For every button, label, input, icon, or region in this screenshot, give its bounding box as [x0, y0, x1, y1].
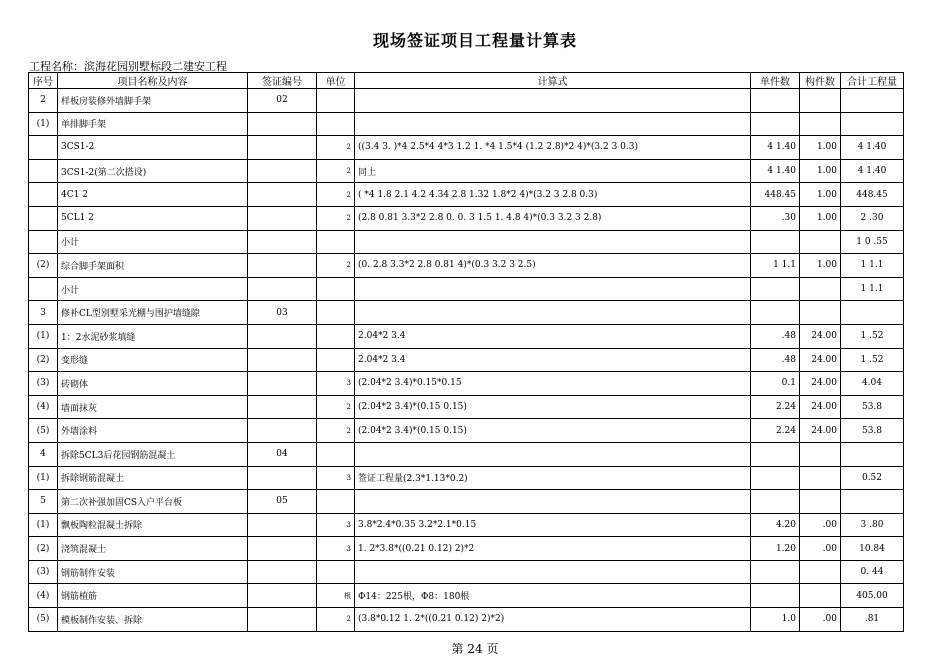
page-title: 现场签证项目工程量计算表: [372, 31, 577, 50]
cell-item: 小计: [58, 277, 248, 301]
cell-item: 1：2水泥砂浆填缝: [58, 324, 248, 348]
cell-item: 3CS1-2(第二次搭设): [58, 159, 248, 183]
cell-item: 钢筋制作安装: [58, 560, 248, 584]
cell-item: 第二次补强加固CS入户平台板: [58, 490, 248, 514]
cell-formula: (2.8 0.81 3.3*2 2.8 0. 0. 3 1.5 1. 4.8 4)*(0.3 3.2 3 2.8): [355, 206, 751, 230]
cell-formula: [355, 301, 751, 325]
cell-cert: [248, 277, 317, 301]
table-row: [29, 159, 904, 183]
header-unit: 单位: [317, 73, 355, 89]
cell-item: 浇筑混凝土: [58, 537, 248, 561]
header-formula: 计算式: [355, 73, 751, 89]
cell-no: (4): [29, 584, 58, 608]
cell-total: 1 .52: [841, 324, 904, 348]
cell-no: 5: [29, 490, 58, 514]
cell-unit: [317, 112, 355, 136]
cell-count: [800, 277, 841, 301]
cell-single: 448.45: [751, 183, 800, 207]
cell-no: [29, 159, 58, 183]
cell-single: 4.20: [751, 513, 800, 537]
cell-formula: [355, 490, 751, 514]
cell-no: 3: [29, 301, 58, 325]
cell-unit: [317, 324, 355, 348]
cell-formula: 同上: [355, 159, 751, 183]
cell-item: 飘板陶粒混凝土拆除: [58, 513, 248, 537]
cell-item: 综合脚手架面积: [58, 254, 248, 278]
cell-formula: [355, 230, 751, 254]
cell-total: 3 .80: [841, 513, 904, 537]
cell-cert: [248, 608, 317, 632]
cell-unit: 3: [317, 466, 355, 490]
header-single: 单件数: [751, 73, 800, 89]
cell-unit: 3: [317, 513, 355, 537]
table-row: [29, 112, 904, 136]
cell-formula: 3.8*2.4*0.35 3.2*2.1*0.15: [355, 513, 751, 537]
cell-unit: [317, 277, 355, 301]
cell-cert: [248, 254, 317, 278]
cell-no: (5): [29, 608, 58, 632]
cell-count: 1.00: [800, 136, 841, 160]
cell-unit: 2: [317, 136, 355, 160]
cell-item: 钢筋植筋: [58, 584, 248, 608]
cell-count: 1.00: [800, 254, 841, 278]
cell-formula: 1. 2*3.8*((0.21 0.12) 2)*2: [355, 537, 751, 561]
table-row: [29, 277, 904, 301]
table-row: [29, 136, 904, 160]
cell-total: [841, 112, 904, 136]
cell-unit: 3: [317, 537, 355, 561]
cell-cert: [248, 159, 317, 183]
cell-count: [800, 89, 841, 113]
table-row: [29, 560, 904, 584]
table-row: [29, 89, 904, 113]
cell-no: (1): [29, 513, 58, 537]
table-row: [29, 183, 904, 207]
cell-formula: [355, 560, 751, 584]
cell-unit: 2: [317, 159, 355, 183]
table-row: [29, 537, 904, 561]
table-row: [29, 324, 904, 348]
cell-single: 1.0: [751, 608, 800, 632]
cell-unit: [317, 348, 355, 372]
cell-formula: (0. 2.8 3.3*2 2.8 0.81 4)*(0.3 3.2 3 2.5): [355, 254, 751, 278]
cell-total: [841, 442, 904, 466]
cell-unit: [317, 442, 355, 466]
cell-total: 2 .30: [841, 206, 904, 230]
cell-total: 10.84: [841, 537, 904, 561]
cell-count: .00: [800, 513, 841, 537]
cell-item: 5CL1 2: [58, 206, 248, 230]
cell-cert: [248, 372, 317, 396]
table-row: [29, 372, 904, 396]
table-row: [29, 490, 904, 514]
cell-cert: [248, 230, 317, 254]
cell-no: (3): [29, 560, 58, 584]
cell-formula: [355, 277, 751, 301]
cell-cert: 03: [248, 301, 317, 325]
cell-unit: 2: [317, 183, 355, 207]
cell-no: (2): [29, 254, 58, 278]
cell-count: 24.00: [800, 372, 841, 396]
cell-single: [751, 584, 800, 608]
cell-no: (5): [29, 419, 58, 443]
cell-no: (4): [29, 395, 58, 419]
cell-item: 单排脚手架: [58, 112, 248, 136]
cell-single: .30: [751, 206, 800, 230]
cell-single: [751, 466, 800, 490]
table-row: [29, 513, 904, 537]
cell-unit: [317, 301, 355, 325]
table-row: [29, 254, 904, 278]
cell-item: 4C1 2: [58, 183, 248, 207]
cell-total: [841, 301, 904, 325]
cell-cert: [248, 348, 317, 372]
cell-formula: ((3.4 3. )*4 2.5*4 4*3 1.2 1. *4 1.5*4 (1.2 2.8)*2 4)*(3.2 3 0.3): [355, 136, 751, 160]
cell-no: [29, 230, 58, 254]
cell-formula: 2.04*2 3.4: [355, 324, 751, 348]
header-no: 序号: [29, 73, 58, 89]
cell-total: 53.8: [841, 395, 904, 419]
cell-cert: [248, 537, 317, 561]
cell-item: 墙面抹灰: [58, 395, 248, 419]
project-name: 工程名称：滨海花园别墅标段二建安工程: [29, 60, 227, 73]
cell-cert: [248, 206, 317, 230]
cell-cert: [248, 395, 317, 419]
header-cert: 签证编号: [248, 73, 317, 89]
cell-total: 448.45: [841, 183, 904, 207]
cell-unit: [317, 490, 355, 514]
cell-unit: 2: [317, 254, 355, 278]
cell-no: [29, 206, 58, 230]
cell-unit: 3: [317, 372, 355, 396]
cell-formula: (3.8*0.12 1. 2*((0.21 0.12) 2)*2): [355, 608, 751, 632]
cell-no: (1): [29, 466, 58, 490]
cell-item: 砖砌体: [58, 372, 248, 396]
table-row: [29, 584, 904, 608]
cell-single: [751, 89, 800, 113]
cell-single: 2.24: [751, 419, 800, 443]
cell-count: 24.00: [800, 324, 841, 348]
cell-total: [841, 89, 904, 113]
cell-total: 53.8: [841, 419, 904, 443]
cell-cert: 05: [248, 490, 317, 514]
cell-item: 模板制作安装、拆除: [58, 608, 248, 632]
cell-count: [800, 560, 841, 584]
cell-total: 0.52: [841, 466, 904, 490]
cell-unit: [317, 560, 355, 584]
table-row: [29, 206, 904, 230]
table-row: [29, 608, 904, 632]
table-row: [29, 301, 904, 325]
cell-count: [800, 490, 841, 514]
cell-total: [841, 490, 904, 514]
cell-total: .81: [841, 608, 904, 632]
cell-no: 2: [29, 89, 58, 113]
cell-cert: 02: [248, 89, 317, 113]
cell-total: 1 1.1: [841, 254, 904, 278]
cell-unit: 2: [317, 608, 355, 632]
cell-formula: ( *4 1.8 2.1 4.2 4.34 2.8 1.32 1.8*2 4)*(3.2 3 2.8 0.3): [355, 183, 751, 207]
cell-no: (3): [29, 372, 58, 396]
cell-count: 24.00: [800, 348, 841, 372]
cell-cert: [248, 584, 317, 608]
cell-cert: [248, 324, 317, 348]
cell-single: .48: [751, 324, 800, 348]
cell-single: [751, 490, 800, 514]
cell-single: [751, 112, 800, 136]
quantity-table: [28, 72, 904, 632]
cell-cert: [248, 513, 317, 537]
header-row: [29, 73, 904, 89]
cell-unit: [317, 89, 355, 113]
cell-unit: 2: [317, 206, 355, 230]
cell-single: 4 1.40: [751, 136, 800, 160]
cell-total: 405.00: [841, 584, 904, 608]
cell-formula: [355, 89, 751, 113]
cell-count: 1.00: [800, 183, 841, 207]
cell-count: [800, 301, 841, 325]
cell-cert: [248, 112, 317, 136]
cell-unit: 2: [317, 419, 355, 443]
cell-item: 小计: [58, 230, 248, 254]
cell-cert: [248, 466, 317, 490]
table-row: [29, 395, 904, 419]
cell-count: [800, 584, 841, 608]
cell-formula: 2.04*2 3.4: [355, 348, 751, 372]
cell-no: [29, 277, 58, 301]
cell-item: 变形缝: [58, 348, 248, 372]
cell-single: .48: [751, 348, 800, 372]
cell-item: 修补CL型别墅采光棚与围护墙缝隙: [58, 301, 248, 325]
cell-single: 0.1: [751, 372, 800, 396]
cell-formula: (2.04*2 3.4)*(0.15 0.15): [355, 419, 751, 443]
cell-count: .00: [800, 608, 841, 632]
cell-item: 样板房装修外墙脚手架: [58, 89, 248, 113]
header-total: 合计工程量: [841, 73, 904, 89]
cell-single: 1 1.1: [751, 254, 800, 278]
table-row: [29, 466, 904, 490]
cell-count: 24.00: [800, 419, 841, 443]
cell-unit: [317, 230, 355, 254]
cell-single: [751, 442, 800, 466]
cell-no: [29, 183, 58, 207]
cell-total: 4.04: [841, 372, 904, 396]
cell-total: 1 1.1: [841, 277, 904, 301]
cell-single: 1.20: [751, 537, 800, 561]
cell-formula: 签证工程量(2.3*1.13*0.2): [355, 466, 751, 490]
header-count: 构件数: [800, 73, 841, 89]
table-row: [29, 348, 904, 372]
cell-count: 1.00: [800, 159, 841, 183]
cell-formula: (2.04*2 3.4)*0.15*0.15: [355, 372, 751, 396]
cell-unit: 2: [317, 395, 355, 419]
cell-count: [800, 230, 841, 254]
cell-total: 4 1.40: [841, 136, 904, 160]
table-row: [29, 230, 904, 254]
page-number: 第 24 页: [451, 642, 499, 656]
cell-total: 1 0 .55: [841, 230, 904, 254]
cell-single: [751, 301, 800, 325]
table-row: [29, 419, 904, 443]
cell-item: 3CS1-2: [58, 136, 248, 160]
cell-formula: [355, 442, 751, 466]
cell-no: 4: [29, 442, 58, 466]
cell-cert: [248, 560, 317, 584]
cell-formula: Φ14：225根，Φ8：180根: [355, 584, 751, 608]
cell-single: [751, 277, 800, 301]
cell-total: 1 .52: [841, 348, 904, 372]
header-item: 项目名称及内容: [58, 73, 248, 89]
cell-no: (2): [29, 348, 58, 372]
cell-no: (1): [29, 324, 58, 348]
cell-item: 拆除5CL3后花园钢筋混凝土: [58, 442, 248, 466]
cell-single: 2.24: [751, 395, 800, 419]
cell-no: (1): [29, 112, 58, 136]
cell-single: [751, 560, 800, 584]
cell-cert: [248, 183, 317, 207]
cell-unit: 根: [317, 584, 355, 608]
cell-single: [751, 230, 800, 254]
cell-cert: 04: [248, 442, 317, 466]
cell-count: .00: [800, 537, 841, 561]
cell-total: 4 1.40: [841, 159, 904, 183]
cell-count: [800, 442, 841, 466]
cell-count: [800, 112, 841, 136]
cell-count: 24.00: [800, 395, 841, 419]
cell-no: [29, 136, 58, 160]
table-row: [29, 442, 904, 466]
cell-item: 拆除钢筋混凝土: [58, 466, 248, 490]
cell-single: 4 1.40: [751, 159, 800, 183]
cell-no: (2): [29, 537, 58, 561]
cell-count: [800, 466, 841, 490]
cell-item: 外墙涂料: [58, 419, 248, 443]
cell-formula: [355, 112, 751, 136]
cell-cert: [248, 419, 317, 443]
cell-total: 0. 44: [841, 560, 904, 584]
cell-cert: [248, 136, 317, 160]
cell-formula: (2.04*2 3.4)*(0.15 0.15): [355, 395, 751, 419]
cell-count: 1.00: [800, 206, 841, 230]
